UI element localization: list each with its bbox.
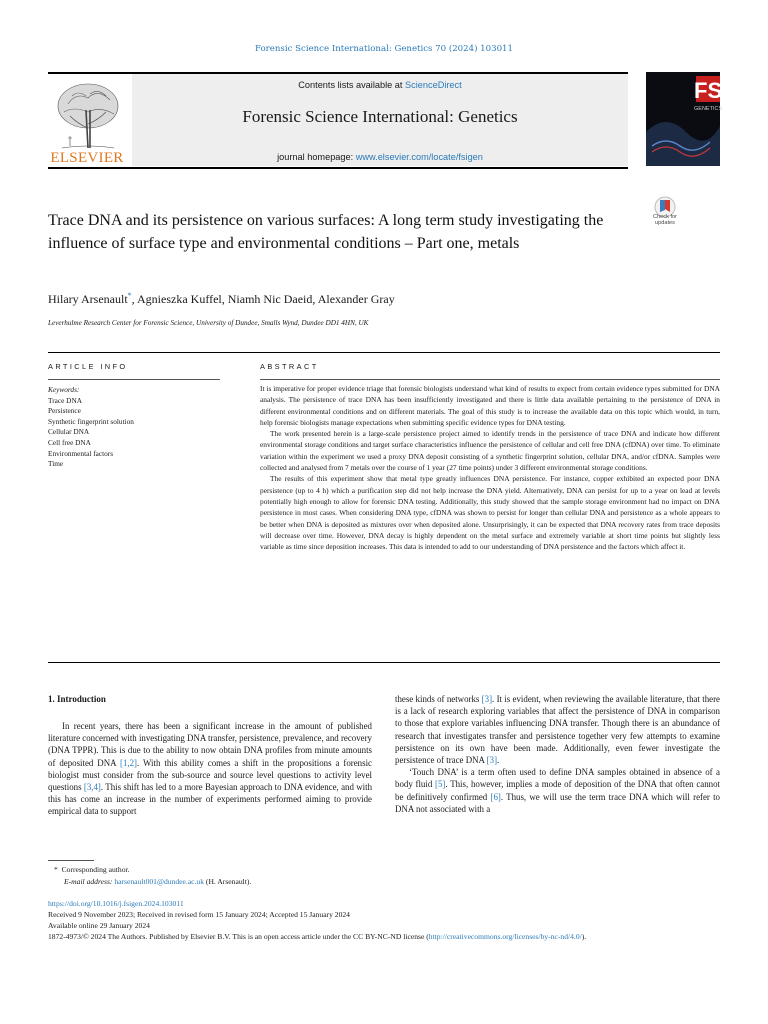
keyword-item: Persistence: [48, 406, 81, 416]
body-text: .: [497, 755, 500, 766]
body-column-right: [395, 693, 720, 815]
cover-title-text: FSI: [694, 78, 729, 103]
article-info-heading: ARTICLE INFO: [48, 362, 128, 371]
footnote-divider: [48, 860, 94, 861]
keyword-item: Cell free DNA: [48, 437, 91, 447]
corresponding-author-mark[interactable]: *: [127, 291, 132, 300]
body-paragraph: [395, 766, 720, 815]
journal-citation-header[interactable]: Forensic Science International: Genetics 70 (2024) 103011: [255, 44, 513, 54]
email-note: [48, 876, 720, 888]
reference-link[interactable]: [5]: [435, 779, 446, 790]
sciencedirect-link[interactable]: ScienceDirect: [405, 80, 462, 90]
abstract-divider: [260, 379, 720, 380]
journal-cover-thumbnail[interactable]: [646, 72, 729, 166]
received-dates: Received 9 November 2023; Received in revised form 15 January 2024; Accepted 15 January 2024: [48, 910, 350, 919]
reference-link[interactable]: [6]: [490, 791, 501, 802]
keywords-block: [48, 385, 220, 470]
license-link[interactable]: http://creativecommons.org/licenses/by-nc-nd/4.0/: [428, 932, 582, 941]
abstract-heading: ABSTRACT: [260, 362, 319, 371]
article-title: Trace DNA and its persistence on various surfaces: A long term study investigating the influence of surface type and environmental conditions – Part one, metals: [48, 212, 604, 252]
author-affiliation: Leverhulme Research Center for Forensic Science, University of Dundee, Smalls Wynd, Dundee DD1 4HN, UK: [48, 319, 369, 327]
keyword-item: Time: [48, 459, 64, 469]
elsevier-wordmark: ELSEVIER: [50, 150, 124, 166]
masthead-top-rule: [48, 72, 628, 74]
footnotes: [48, 864, 720, 888]
article-info-divider: [48, 379, 220, 380]
introduction-heading: 1. Introduction: [48, 694, 106, 704]
journal-title: Forensic Science International: Genetics: [242, 107, 518, 126]
body-text: In recent years, there has been a significant increase in the amount of published literature concerned with investigating DNA transfer, persistence, prevalence, and recovery (DNA TPPR). This is due to the ability to now obtain DNA profiles from minute amounts of deposited DNA: [48, 721, 372, 768]
body-paragraph: [48, 720, 372, 818]
reference-link[interactable]: [1,2]: [120, 757, 138, 768]
keyword-item: Cellular DNA: [48, 427, 90, 437]
cover-subtitle-text: GENETICS: [694, 106, 723, 112]
email-link[interactable]: harsenault001@dundee.ac.uk: [114, 877, 205, 886]
check-for-updates-label[interactable]: [640, 214, 690, 226]
journal-homepage-line: [132, 152, 628, 162]
check-for-updates-icon[interactable]: [646, 194, 684, 232]
contents-available-line: [132, 80, 628, 90]
abstract-paragraph: The work presented herein is a large-scale persistence project aimed to identify trends in the persistence of trace DNA and indicate how different environmental storage conditions and target surface characteristics influence the persistence of cellular and cell free DNA (cfDNA) over time. To eliminate variation within the experiment we used a proxy DNA deposit consisting of a synthetic fingerprint solution, cellular DNA, and/or cfDNA. Samples were collected and analysed from 7 metals over the course of 1 year (27 time points) under 3 different environmental storage conditions.: [260, 429, 720, 473]
journal-homepage-link[interactable]: www.elsevier.com/locate/fsigen: [355, 152, 483, 162]
footnote-text: Corresponding author.: [61, 865, 130, 874]
license-text: 1872-4973/© 2024 The Authors. Published by Elsevier B.V. This is an open access article under the CC BY-NC-ND license (: [48, 932, 429, 941]
body-text: ‘Touch DNA’ is a term often used to define DNA samples obtained in absence of a body fluid: [395, 767, 720, 790]
abstract-paragraph: It is imperative for proper evidence triage that forensic biologists understand what kind of results to expect from certain evidence types submitted for DNA analysis. The persistence of trace DNA has been insufficiently investigated and there is little data available pertaining to the persistence of DNA in different environmental conditions and on different materials. The goal of this study is to increase the available data on this topic which would, in turn, help forensic biologists manage expectations when submitting specific evidence types for DNA testing.: [260, 384, 720, 427]
check-for-updates-line1: Check for: [653, 214, 677, 220]
body-text: . It is evident, when reviewing the available literature, that there is a lack of research exploring variables that affect the persistence of DNA in comparison to those that explore variables influencing DNA transfer. Though there is an abundance of research that investigates transfer and persistence together very few attempts to examine persistence on its own have been made. Additionally, even fewer investigate the persistence of trace DNA: [395, 694, 720, 766]
section-divider: [48, 352, 720, 353]
abstract-paragraph: The results of this experiment show that metal type greatly influences DNA persistence. For instance, copper exhibited an expected poor DNA persistence (up to 4 h) which a purification step did not help increase the DNA yield. Alternatively, DNA can persist for up to a year on lead at levels potentially high enough to allow for forensic DNA testing. Additionally, this study showed that the sample storage environment had no impact on DNA persistence in most cases. When considering DNA type, cfDNA was shown to persist for longer than cellular DNA and persistence as a whole appears to be better when DNA is deposited as mixtures over when deposited alone. Unsurprisingly, it can be expected that DNA recovery rates from trace deposits will decrease over time. However, DNA decay is highly dependent on the metal surface and extremely variable at short time points but slightly less variable as time since deposition increases. This data is intended to add to our understanding of DNA persistence and the factors which affect it.: [260, 474, 720, 552]
body-text: . Thus, we will use the term trace DNA which will refer to DNA not associated with a: [395, 791, 720, 814]
reference-link[interactable]: [3]: [486, 755, 498, 766]
body-text: . With this ability comes a shift in the propositions a forensic biologist must consider from the sub-source and source level questions to activity level questions: [48, 757, 372, 793]
author-name[interactable]: Niamh Nic Daeid: [227, 292, 313, 306]
body-text: these kinds of networks: [395, 694, 482, 704]
body-text: . This, however, implies a mode of deposition of the DNA that often cannot be definitively confirmed: [395, 779, 720, 802]
email-suffix: (H. Arsenault).: [205, 877, 252, 886]
license-text-end: ).: [581, 932, 587, 941]
footnote-mark: *: [54, 865, 58, 874]
front-matter: [48, 898, 720, 942]
author-name[interactable]: Alexander Gray: [317, 292, 395, 306]
corresponding-author-note: [48, 864, 720, 876]
check-for-updates-line2: updates: [655, 220, 675, 226]
cover-art: [646, 72, 729, 166]
keyword-item: Trace DNA: [48, 395, 82, 405]
keyword-item: Environmental factors: [48, 448, 114, 458]
section-divider: [48, 662, 720, 663]
keyword-item: Synthetic fingerprint solution: [48, 416, 134, 426]
reference-link[interactable]: [3]: [481, 694, 493, 704]
body-text: . This shift has led to a more Bayesian approach to DNA evidence, and with this has come an increase in the number of experiments performed aiming to provide empirical data to support: [48, 782, 373, 817]
email-label: E-mail address:: [64, 877, 113, 886]
available-online-date: Available online 29 January 2024: [48, 921, 150, 930]
body-column-left: [48, 720, 372, 818]
abstract-body: [260, 383, 720, 552]
masthead-bottom-rule: [48, 167, 628, 169]
author-name[interactable]: Agnieszka Kuffel: [137, 292, 222, 306]
homepage-prefix: journal homepage:: [277, 152, 356, 162]
contents-prefix: Contents lists available at: [298, 80, 406, 90]
doi-link[interactable]: https://doi.org/10.1016/j.fsigen.2024.103011: [48, 899, 184, 908]
license-statement: [48, 931, 720, 942]
keywords-title: Keywords:: [48, 385, 80, 394]
author-name[interactable]: Hilary Arsenault: [48, 292, 128, 306]
reference-link[interactable]: [3,4]: [83, 782, 101, 793]
author-list: Hilary Arsenault*, Agnieszka Kuffel, Niamh Nic Daeid, Alexander Gray: [48, 291, 395, 306]
body-paragraph: [395, 693, 720, 766]
